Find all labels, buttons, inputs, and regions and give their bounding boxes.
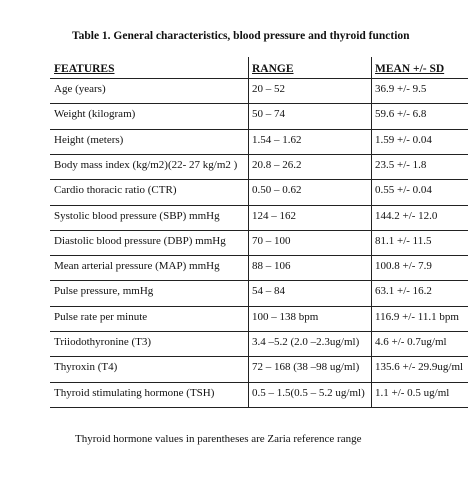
mean-sd-cell: 100.8 +/- 7.9 [375, 260, 432, 273]
table-row [50, 103, 468, 126]
row-rule [50, 280, 468, 281]
table-row [50, 78, 468, 101]
feature-cell: Cardio thoracic ratio (CTR) [54, 184, 177, 197]
range-cell: 20 – 52 [252, 83, 285, 95]
row-rule [50, 407, 468, 408]
feature-cell: Age (years) [54, 83, 106, 95]
table-row [50, 179, 468, 202]
table-row [50, 280, 468, 303]
row-rule [50, 103, 468, 104]
feature-cell: Thyroid stimulating hormone (TSH) [54, 386, 215, 399]
mean-sd-cell: 116.9 +/- 11.1 bpm [375, 310, 459, 323]
mean-sd-cell: 1.1 +/- 0.5 ug/ml [375, 386, 450, 399]
table-caption: Table 1. General characteristics, blood pressure and thyroid function [72, 30, 410, 42]
row-rule [50, 179, 468, 180]
range-cell: 0.5 – 1.5(0.5 – 5.2 ug/ml) [252, 386, 365, 399]
range-cell: 88 – 106 [252, 260, 291, 273]
column-divider [248, 57, 249, 407]
feature-cell: Weight (kilogram) [54, 108, 136, 121]
mean-sd-cell: 1.59 +/- 0.04 [375, 133, 432, 146]
characteristics-table [50, 57, 468, 412]
row-rule [50, 306, 468, 307]
range-cell: 72 – 168 (38 –98 ug/ml) [252, 361, 360, 374]
range-cell: 3.4 –5.2 (2.0 –2.3ug/ml) [252, 336, 360, 348]
mean-sd-cell: 81.1 +/- 11.5 [375, 234, 432, 247]
range-cell: 70 – 100 [252, 234, 291, 247]
mean-sd-cell: 36.9 +/- 9.5 [375, 83, 427, 95]
row-rule [50, 154, 468, 155]
row-rule [50, 356, 468, 357]
range-cell: 54 – 84 [252, 285, 285, 298]
column-divider [371, 57, 372, 407]
row-rule [50, 230, 468, 231]
row-rule [50, 382, 468, 383]
feature-cell: Pulse pressure, mmHg [54, 285, 154, 298]
table-row [50, 331, 468, 354]
mean-sd-cell: 4.6 +/- 0.7ug/ml [375, 336, 447, 348]
mean-sd-cell: 23.5 +/- 1.8 [375, 158, 427, 171]
table-row [50, 382, 468, 405]
header-features: FEATURES [54, 63, 115, 75]
feature-cell: Systolic blood pressure (SBP) mmHg [54, 209, 220, 222]
range-cell: 100 – 138 bpm [252, 310, 319, 323]
row-rule [50, 129, 468, 130]
feature-cell: Triiodothyronine (T3) [54, 336, 152, 348]
range-cell: 0.50 – 0.62 [252, 184, 302, 197]
mean-sd-cell: 0.55 +/- 0.04 [375, 184, 432, 197]
header-rule [50, 78, 468, 79]
mean-sd-cell: 59.6 +/- 6.8 [375, 108, 427, 121]
mean-sd-cell: 135.6 +/- 29.9ug/ml [375, 361, 464, 374]
row-rule [50, 255, 468, 256]
footnote: Thyroid hormone values in parentheses are Zaria reference range [75, 433, 362, 445]
table-row [50, 154, 468, 177]
range-cell: 50 – 74 [252, 108, 285, 121]
header-range: RANGE [252, 63, 294, 75]
feature-cell: Body mass index (kg/m2)(22- 27 kg/m2 ) [54, 158, 238, 171]
feature-cell: Thyroxin (T4) [54, 361, 118, 374]
row-rule [50, 331, 468, 332]
header-mean-sd: MEAN +/- SD [375, 63, 445, 75]
feature-cell: Pulse rate per minute [54, 310, 148, 323]
table-row [50, 255, 468, 278]
table-row [50, 205, 468, 228]
range-cell: 124 – 162 [252, 209, 296, 222]
mean-sd-cell: 144.2 +/- 12.0 [375, 209, 438, 222]
feature-cell: Diastolic blood pressure (DBP) mmHg [54, 234, 226, 247]
table-row [50, 129, 468, 152]
row-rule [50, 205, 468, 206]
table-row [50, 230, 468, 253]
table-row [50, 306, 468, 329]
mean-sd-cell: 63.1 +/- 16.2 [375, 285, 432, 298]
feature-cell: Mean arterial pressure (MAP) mmHg [54, 260, 220, 273]
table-row [50, 356, 468, 379]
range-cell: 20.8 – 26.2 [252, 158, 302, 171]
range-cell: 1.54 – 1.62 [252, 133, 302, 146]
feature-cell: Height (meters) [54, 133, 124, 146]
